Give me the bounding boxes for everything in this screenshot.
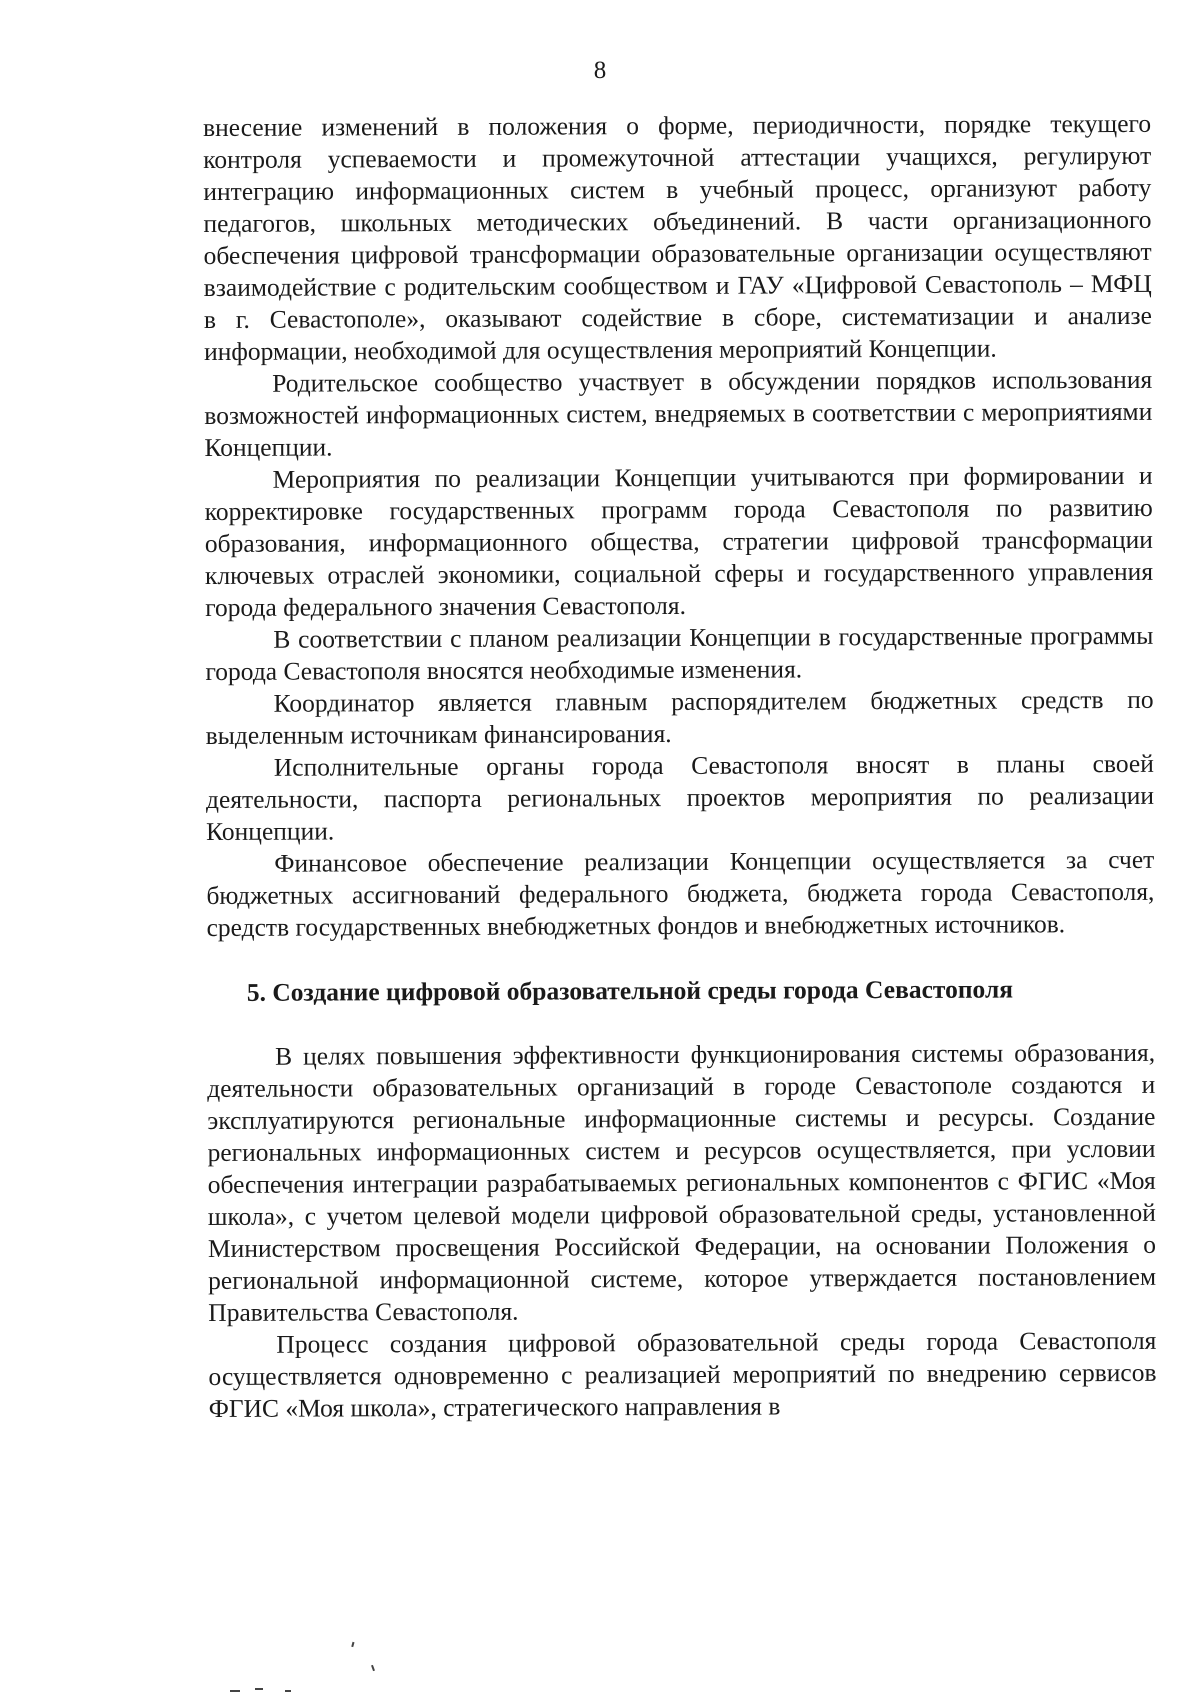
paragraph: Родительское сообщество участвует в обсуждении порядков использования возможностей информационных систем, внедряемых в соответствии с мероприятиями Концепции. [204,364,1153,462]
paragraph: Процесс создания цифровой образовательной среды города Севастополя осуществляется одновременно с реализацией мероприятий по внедрению сервисов ФГИС «Моя школа», стратегического направления в [208,1325,1157,1423]
page-number: 8 [593,57,607,84]
section-heading: 5. Создание цифровой образовательной среды города Севастополя [246,974,1014,1007]
paragraph: Финансовое обеспечение реализации Концепции осуществляется за счет бюджетных ассигнований федерального бюджета, бюджета города Севастополя, средств государственных внебюджетных фондов и внебюджетных источников. [206,844,1155,942]
paragraph: Исполнительные органы города Севастополя вносят в планы своей деятельности, паспорта региональных проектов мероприятия по реализации Концепции. [205,748,1155,846]
paragraph: Координатор является главным распорядителем бюджетных средств по выделенным источникам финансирования. [205,684,1154,750]
paragraph: внесение изменений в положения о форме, периодичности, порядке текущего контроля успеваемости и промежуточной аттестации учащихся, регулируют интеграцию информационных систем в учебный процесс, организуют работу педагогов, школьных методических объединений. В части организационного обеспечения цифровой трансформации образовательные организации осуществляют взаимодействие с родительским сообществом и ГАУ «Цифровой Севастополь – МФЦ в г. Севастополе», оказывают содействие в сборе, систематизации и анализе информации, необходимой для осуществления мероприятий Концепции. [203,108,1152,366]
scan-specks [230,1642,375,1692]
paragraph: Мероприятия по реализации Концепции учитываются при формировании и корректировке государственных программ города Севастополя по развитию образования, информационного общества, стратегии цифровой трансформации ключевых отраслей экономики, социальной сферы и государственного управления города федерального значения Севастополя. [204,460,1154,622]
paragraph: В целях повышения эффективности функционирования системы образования, деятельности образовательных организаций в городе Севастополе создаются и эксплуатируются региональные информационные системы и ресурсы. Создание региональных информационных систем и ресурсов осуществляется, при условии обеспечения интеграции разрабатываемых региональных компонентов с ФГИС «Моя школа», с учетом целевой модели цифровой образовательной среды, установленной Министерством просвещения Российской Федерации, на основании Положения о региональной информационной системе, которое утверждается постановлением Правительства Севастополя. [207,1037,1157,1327]
document-body [203,108,1157,1425]
paragraph: В соответствии с планом реализации Концепции в государственные программы города Севастополя вносятся необходимые изменения. [205,620,1154,686]
